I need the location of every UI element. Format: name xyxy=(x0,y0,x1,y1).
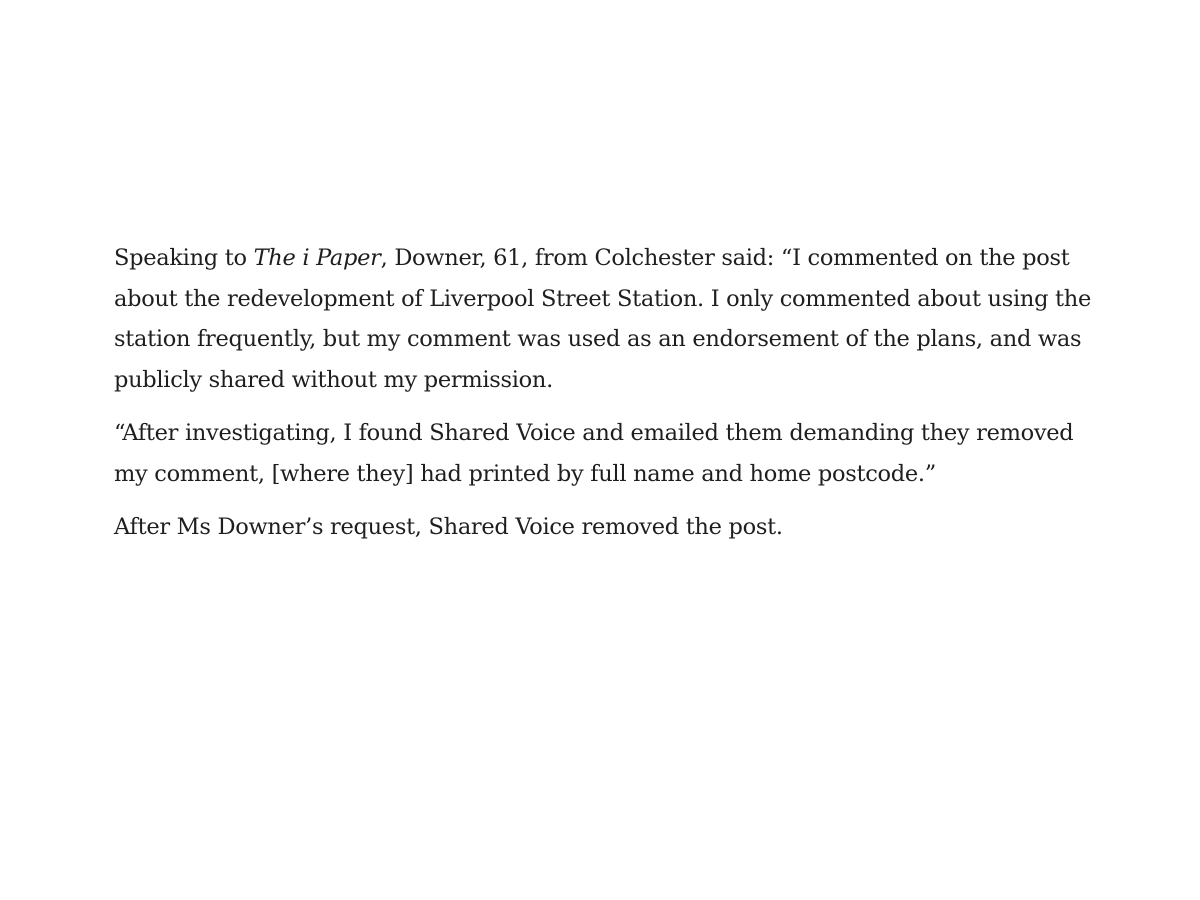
paragraph-text-after: , Downer, 61, from Colchester said: “I commented on the post about the redevelopment of Liverpool Street Station. I only commented about using the station frequently, but my comment was used as an endorsement of the plans, and was publicly shared without my permission. xyxy=(114,245,1091,393)
paragraph-quote-continued: “After investigating, I found Shared Voice and emailed them demanding they removed my comment, [where they] had printed by full name and home postcode.” xyxy=(114,420,1074,487)
paragraph-text-before: Speaking to xyxy=(114,245,254,271)
article-body xyxy=(114,238,1104,561)
paragraph-quote-intro xyxy=(114,238,1104,400)
publication-name: The i Paper xyxy=(253,245,381,271)
paragraph-outcome: After Ms Downer’s request, Shared Voice removed the post. xyxy=(114,514,783,540)
